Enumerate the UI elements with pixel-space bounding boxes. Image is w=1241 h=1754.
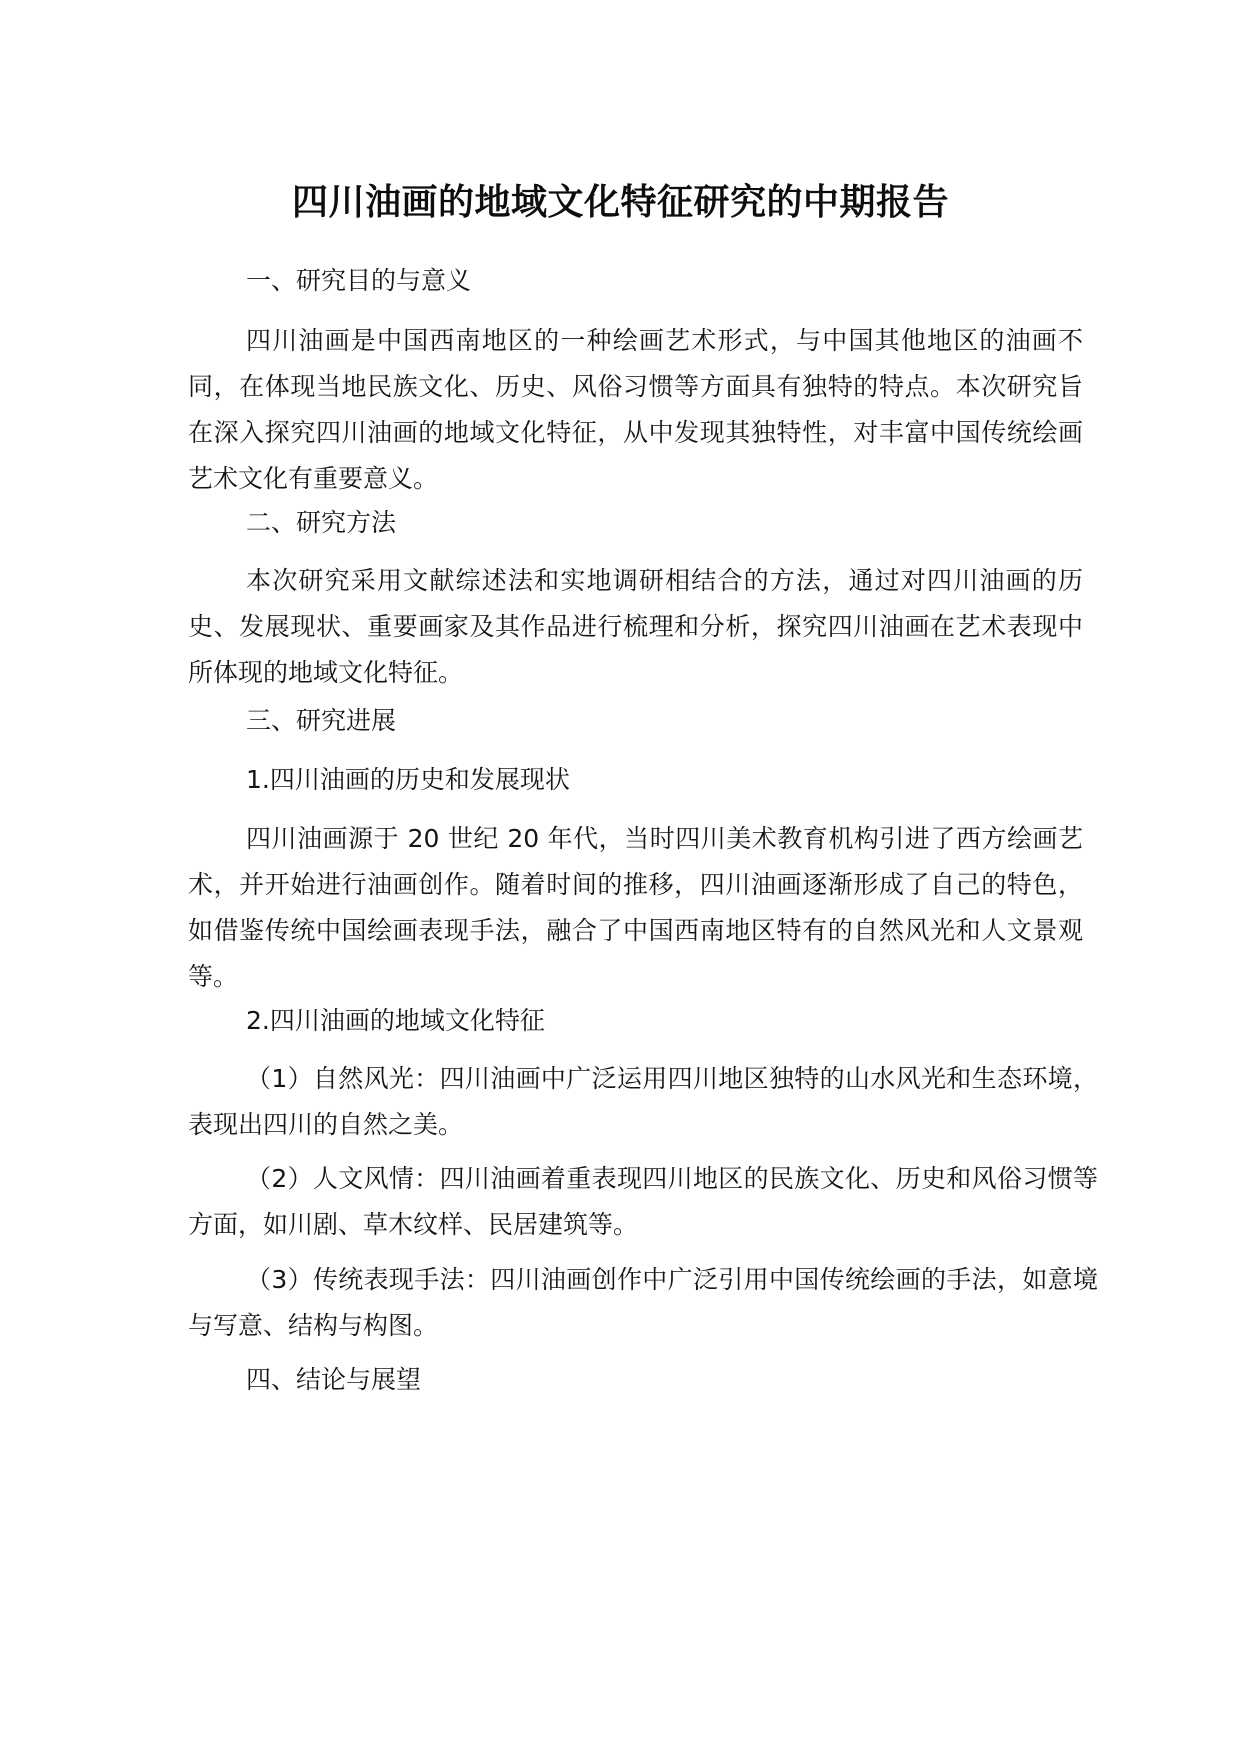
paragraph-purpose: 四川油画是中国西南地区的一种绘画艺术形式，与中国其他地区的油画不同，在体现当地民族文化、历史、风俗习惯等方面具有独特的特点。本次研究旨在深入探究四川油画的地域文化特征，从中发现其独特性，对丰富中国传统绘画艺术文化有重要意义。 [188,326,1083,493]
paragraph-history: 四川油画源于 20 世纪 20 年代，当时四川美术教育机构引进了西方绘画艺术，并开始进行油画创作。随着时间的推移，四川油画逐渐形成了自己的特色，如借鉴传统中国绘画表现手法，融合了中国西南地区特有的自然风光和人文景观等。 [188,824,1083,991]
section-heading-purpose: 一、研究目的与意义 [246,266,472,295]
list-item-traditional-techniques: （3）传统表现手法：四川油画创作中广泛引用中国传统绘画的手法，如意境与写意、结构与构图。 [188,1265,1098,1340]
list-item-cultural-customs: （2）人文风情：四川油画着重表现四川地区的民族文化、历史和风俗习惯等方面，如川剧、草木纹样、民居建筑等。 [188,1164,1098,1239]
section-heading-progress: 三、研究进展 [246,706,397,735]
document-title: 四川油画的地域文化特征研究的中期报告 [291,182,949,223]
section-heading-conclusion: 四、结论与展望 [246,1365,422,1394]
subheading-features: 2.四川油画的地域文化特征 [246,1006,545,1035]
section-heading-method: 二、研究方法 [246,508,397,537]
paragraph-method: 本次研究采用文献综述法和实地调研相结合的方法，通过对四川油画的历史、发展现状、重要画家及其作品进行梳理和分析，探究四川油画在艺术表现中所体现的地域文化特征。 [188,566,1083,687]
list-item-natural-scenery: （1）自然风光：四川油画中广泛运用四川地区独特的山水风光和生态环境，表现出四川的自然之美。 [188,1064,1098,1139]
subheading-history: 1.四川油画的历史和发展现状 [246,765,570,794]
